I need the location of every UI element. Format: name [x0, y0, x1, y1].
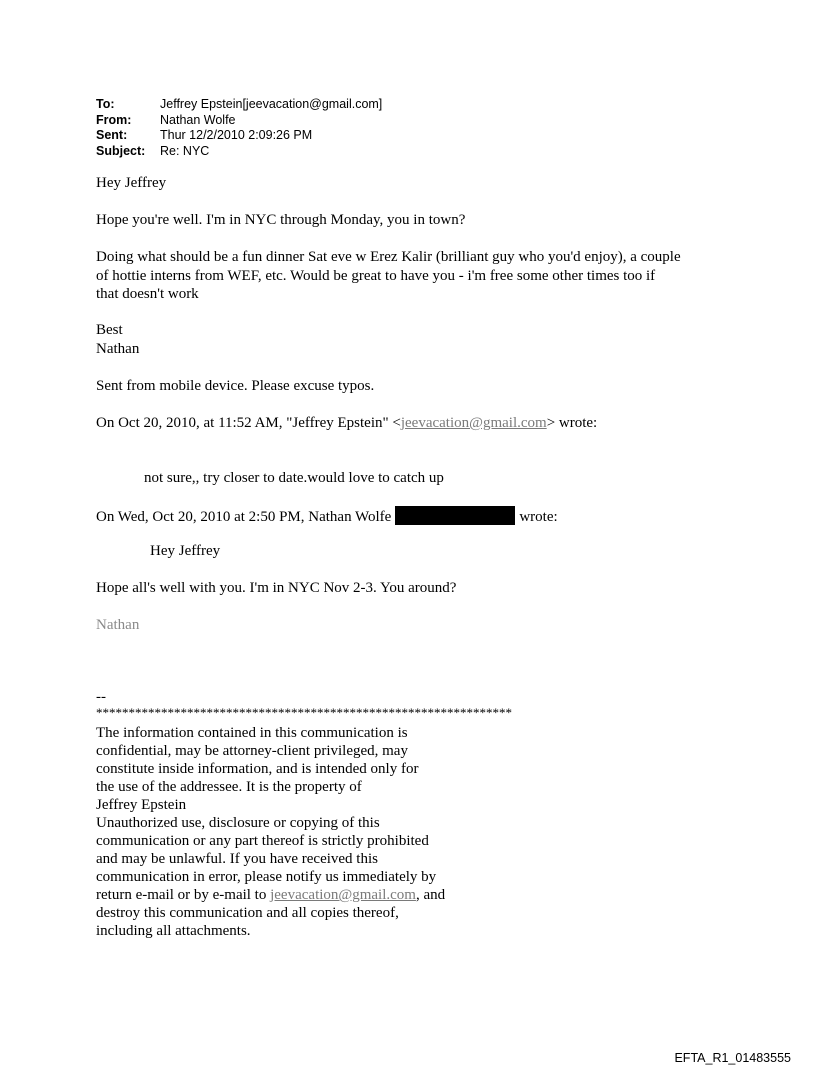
sent-value: Thur 12/2/2010 2:09:26 PM — [160, 128, 313, 142]
subject-label: Subject: — [96, 143, 146, 158]
document-id: EFTA_R1_01483555 — [674, 1051, 791, 1065]
return-post: , and — [415, 887, 446, 903]
disclaimer-line: confidential, may be attorney-client privileged, may — [96, 743, 408, 759]
disclaimer-dashes: -- — [96, 689, 106, 705]
disclaimer-line: destroy this communication and all copies thereof, — [96, 905, 399, 921]
disclaimer-line: communication in error, please notify us immediately by — [96, 869, 437, 885]
quote-1-intro-post: > wrote: — [546, 415, 598, 431]
paragraph-2-line-3: that doesn't work — [96, 286, 199, 302]
quote-1-body: not sure,, try closer to date.would love to catch up — [144, 470, 444, 486]
sent-row — [96, 128, 382, 144]
mobile-note: Sent from mobile device. Please excuse typos. — [96, 378, 375, 394]
to-label: To: — [96, 97, 115, 111]
disclaimer-line: including all attachments. — [96, 923, 251, 939]
disclaimer-line: communication or any part thereof is strictly prohibited — [96, 833, 429, 849]
sent-label: Sent: — [96, 128, 128, 142]
email-header — [96, 97, 382, 159]
closing: Best — [96, 322, 123, 338]
greeting: Hey Jeffrey — [96, 175, 167, 191]
signature: Nathan — [96, 340, 140, 357]
quote-2-body: Hope all's well with you. I'm in NYC Nov 2-3. You around? — [96, 580, 457, 596]
quote-2-greeting: Hey Jeffrey — [150, 543, 221, 559]
disclaimer-line: the use of the addressee. It is the property of — [96, 779, 362, 795]
quote-2-intro — [96, 506, 558, 527]
disclaimer-return-line — [96, 886, 512, 904]
to-row — [96, 97, 382, 113]
disclaimer-stars: **************************************************************** — [96, 705, 512, 720]
from-value: Nathan Wolfe — [160, 112, 236, 127]
quote-2-signature: Nathan — [96, 617, 140, 633]
to-value: Jeffrey Epstein[jeevacation@gmail.com] — [160, 97, 383, 111]
disclaimer-line: and may be unlawful. If you have received this — [96, 851, 378, 867]
disclaimer-line: Unauthorized use, disclosure or copying of this — [96, 815, 380, 831]
disclaimer — [96, 688, 512, 940]
disclaimer-line: Jeffrey Epstein — [96, 797, 187, 813]
disclaimer-email-link[interactable]: jeevacation@gmail.com — [270, 887, 416, 903]
quote-1-intro — [96, 414, 597, 433]
redaction-box — [395, 506, 515, 525]
quote-2-intro-pre: On Wed, Oct 20, 2010 at 2:50 PM, Nathan Wolfe — [96, 509, 392, 525]
paragraph-2-line-1: Doing what should be a fun dinner Sat eve w Erez Kalir (brilliant guy who you'd enjoy), a couple — [96, 249, 681, 265]
disclaimer-line: constitute inside information, and is intended only for — [96, 761, 419, 777]
return-pre: return e-mail or by e-mail to — [96, 887, 271, 903]
paragraph-1: Hope you're well. I'm in NYC through Monday, you in town? — [96, 212, 466, 228]
paragraph-2-line-2: of hottie interns from WEF, etc. Would be great to have you - i'm free some other times too if — [96, 267, 656, 284]
subject-row — [96, 144, 382, 160]
quote-1-email-link[interactable]: jeevacation@gmail.com — [400, 415, 547, 431]
from-label: From: — [96, 112, 132, 127]
from-row — [96, 113, 382, 129]
disclaimer-line: The information contained in this communication is — [96, 725, 408, 741]
closing-block — [96, 321, 139, 358]
quote-2-intro-post: wrote: — [519, 509, 558, 525]
subject-value: Re: NYC — [160, 143, 210, 158]
quote-1-intro-pre: On Oct 20, 2010, at 11:52 AM, "Jeffrey Epstein" < — [96, 415, 401, 431]
paragraph-2 — [96, 248, 681, 304]
